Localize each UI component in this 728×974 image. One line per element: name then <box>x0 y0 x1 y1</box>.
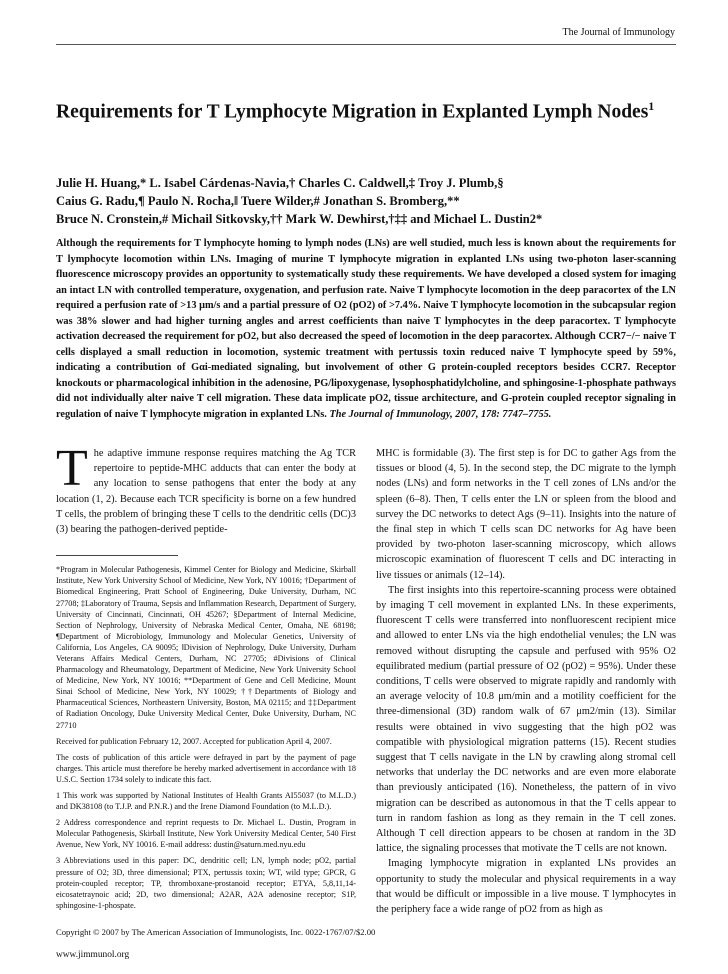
abbreviations-footnote: 3 Abbreviations used in this paper: DC, dendritic cell; LN, lymph node; pO2, partial pressure of O2; 3D, three dimensional; PTX, pertussis toxin; WT, wild type; GPCR, G protein-coupled receptor; TP, thromboxane-prostanoid receptor; ETYA, 5,8,11,14-eicosatetraynoic acid; 2D, two dimensional; A2AR, A2A adenosine receptor; S1P, sphingosine-1-phospate. <box>56 856 356 910</box>
author-line: Bruce N. Cronstein,# Michail Sitkovsky,†† Mark W. Dewhirst,†‡‡ and Michael L. Dustin2* <box>56 212 543 226</box>
received-footnote: Received for publication February 12, 2007. Accepted for publication April 4, 2007. <box>56 736 332 746</box>
copyright-notice: Copyright © 2007 by The American Association of Immunologists, Inc. 0022-1767/07/$2.00 <box>56 927 376 937</box>
abstract-citation: The Journal of Immunology, 2007, 178: 7747–7755. <box>329 408 552 420</box>
drop-cap: T <box>56 440 88 497</box>
journal-name: The Journal of Immunology <box>562 27 675 38</box>
author-list <box>56 174 681 228</box>
author-line: Caius G. Radu,¶ Paulo N. Rocha,‖ Tuere Wilder,# Jonathan S. Bromberg,** <box>56 194 460 208</box>
affiliations-footnote: *Program in Molecular Pathogenesis, Kimmel Center for Biology and Medicine, Skirball Institute, New York University School of Medicine, New York, NY 10016; †Department of Biomedical Engineering, Pratt School of Engineering, Duke University, Durham, NC 27708; ‡Laboratory of Trauma, Sepsis and Inflammation Research, Department of Surgery, University of Cincinnati, Cincinnati, OH 45267; §Department of Internal Medicine, Section of Nephrology, University of Nebraska Medical Center, Omaha, NE 68198; ¶Department of Microbiology, Immunology and Molecular Genetics, University of California, Los Angeles, CA 90095; ‖Division of Nephrology, Duke University, Durham Veterans Affairs Medical Centers, Durham, NC 27705; #Divisions of Clinical Pharmacology and Rheumatology, Department of Medicine, New York University School of Medicine, New York, NY 10016; **Department of Gene and Cell Medicine, Mount Sinai School of Medicine, New York, NY 10029; ††Departments of Biology and Pharmaceutical Sciences, Northeastern University, Boston, MA 02115; and ‡‡Department of Radiation Oncology, Duke University Medical Center, Duke University, Durham, NC 27710 <box>56 565 356 730</box>
body-paragraph: MHC is formidable (3). The first step is for DC to gather Ags from the tissues or blood (4, 5). In the second step, the DC migrate to the lymph nodes (LNs) and form networks in the T cell zones of LNs and/or the spleen (6–8). Then, T cells enter the LN or spleen from the blood and survey the DC networks to detect Ags (9–11). Insights into the nature of the final step in which T cells scan DC networks for Ag have been provided by two-photon laser-scanning microscopy, which allows microscopic examination of fluorescent T cells and DC interacting in live tissues or animals (12–14). <box>376 448 676 581</box>
intro-paragraph <box>56 440 356 537</box>
right-column <box>376 446 676 917</box>
footnotes <box>56 564 356 911</box>
journal-website-link[interactable]: www.jimmunol.org <box>56 950 130 960</box>
abstract <box>56 236 676 422</box>
body-paragraph: The first insights into this repertoire-scanning process were obtained by imaging T cell movement in explanted LNs. In these experiments, fluorescent T cells were transferred into nonfluorescent recipient mice and allowed to enter LNs via the high endothelial venules; the LN was removed without disrupting the capsule and perfused with 95% O2 equilibrated medium (partial pressure of O2 (pO2) = 95%). Under these conditions, T cells were observed to migrate rapidly and randomly with an average velocity of 10.8 μm/min and a motility coefficient for the three-dimensional (3D) random walk of 67 μm2/min (13). Similar results were obtained in vivo suggesting that the high pO2 was compatible with physiological migration patterns (15). Recent studies suggest that T cells navigate in the LN by crawling along stromal cell networks that underlay the DC networks and are even more elaborate than previously anticipated (16). Nonetheless, the pattern of in vivo migration can be described as autonomous in that the T cells appear to turn in random fashion as long as they remain in the T cell zones. Although T cell direction appears to be chosen at random in the 3D lattice, the signaling processes that motivate the T cells are not known. <box>376 584 676 855</box>
title-text: Requirements for T Lymphocyte Migration in Explanted Lymph Nodes <box>56 101 649 123</box>
funding-footnote: 1 This work was supported by National Institutes of Health Grants AI55037 (to M.L.D.) and DK38108 (to T.J.P. and P.N.R.) and the Irene Diamond Foundation (to M.L.D.). <box>56 791 356 812</box>
header-rule <box>56 44 676 45</box>
author-line: Julie H. Huang,* L. Isabel Cárdenas-Navia,† Charles C. Caldwell,‡ Troy J. Plumb,§ <box>56 176 504 190</box>
article-title <box>56 94 676 125</box>
title-footnote-mark: 1 <box>648 99 655 113</box>
costs-footnote: The costs of publication of this article were defrayed in part by the payment of page charges. This article must therefore be hereby marked advertisement in accordance with 18 U.S.C. Section 1734 solely to indicate this fact. <box>56 752 356 784</box>
left-column <box>56 440 356 916</box>
correspondence-footnote: 2 Address correspondence and reprint requests to Dr. Michael L. Dustin, Program in Molecular Pathogenesis, Skirball Institute, New York University Medical Center, 540 First Avenue, New York, NY 10016. E-mail address: dustin@saturn.med.nyu.edu <box>56 818 356 850</box>
body-paragraph: Imaging lymphocyte migration in explanted LNs provides an opportunity to study the molecular and physical requirements in a way that would be difficult or impossible in a live mouse. T lymphocytes in the periphery face a wide range of pO2 from as high as <box>376 858 676 916</box>
footnote-rule <box>56 555 178 556</box>
abstract-text: Although the requirements for T lymphocyte homing to lymph nodes (LNs) are well studied, much less is known about the requirements for T lymphocyte locomotion within LNs. Imaging of murine T lymphocyte migration in explanted LNs using two-photon laser-scanning fluorescence microscopy provides an opportunity to systematically study these requirements. We have developed a closed system for imaging an intact LN with controlled temperature, oxygenation, and perfusion rate. Naive T lymphocyte locomotion in the deep paracortex of the LN required a perfusion rate of >13 μm/s and a partial pressure of O2 (pO2) of >7.4%. Naive T lymphocyte locomotion in the subcapsular region was 38% slower and had higher turning angles and arrest coefficients than naive T lymphocytes in the deep paracortex. T lymphocyte activation decreased the requirement for pO2, but also decreased the speed of locomotion in the deep paracortex. Although CCR7−/− naive T cells displayed a small reduction in locomotion, systemic treatment with pertussis toxin reduced naive T lymphocyte speed by 59%, indicating a contribution of Gαi-mediated signaling, but involvement of other G protein-coupled receptors besides CCR7. Receptor knockouts or pharmacological inhibition in the adenosine, PG/lipoxygenase, lysophosphatidylcholine, and sphingosine-1-phosphate pathways did not individually alter naive T cell migration. These data implicate pO2, tissue architecture, and G-protein coupled receptor signaling in regulation of naive T lymphocyte migration in explanted LNs. <box>56 238 676 420</box>
intro-text: he adaptive immune response requires matching the Ag TCR repertoire to peptide-MHC adducts that can enter the body at any location to sense pathogens that enter the body at any location (1, 2). Because each TCR specificity is borne on a few hundred T cells, the problem of bringing these T cells to the dendritic cells (DC)3 (3) bearing the pathogen-derived peptide- <box>56 448 356 536</box>
